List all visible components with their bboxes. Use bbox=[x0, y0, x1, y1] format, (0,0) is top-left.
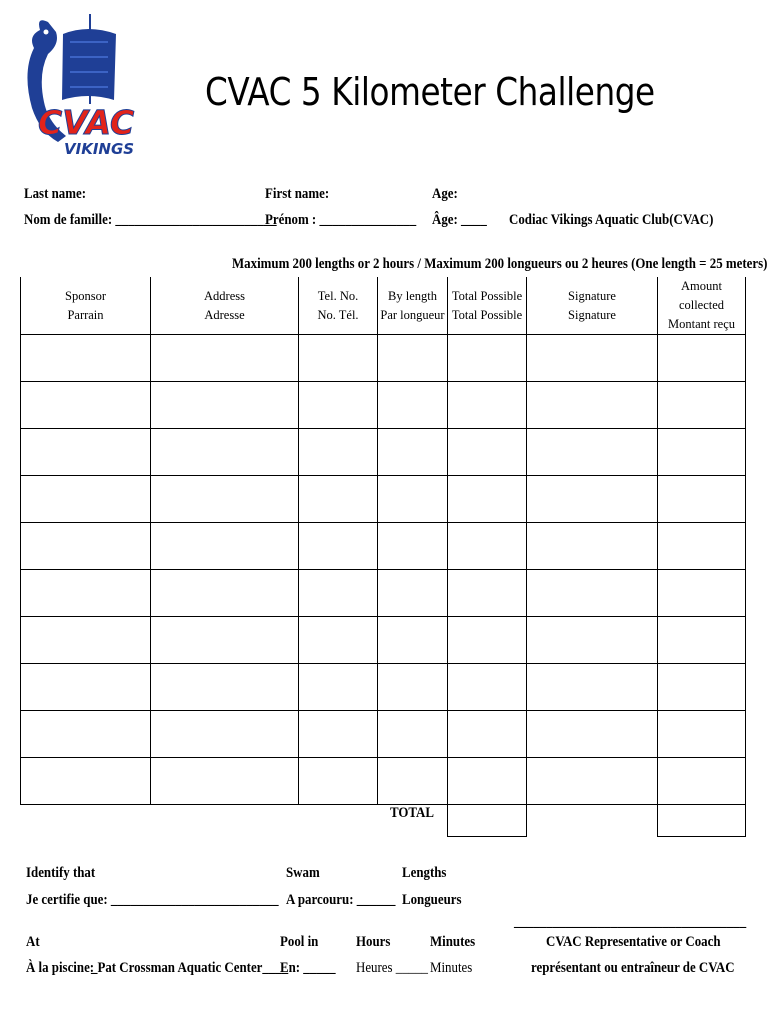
last-name-label: Last name: bbox=[24, 186, 86, 202]
tel-cell[interactable] bbox=[299, 429, 378, 476]
sponsor-cell[interactable] bbox=[21, 617, 151, 664]
page-title: CVAC 5 Kilometer Challenge bbox=[205, 70, 655, 114]
sponsor-cell[interactable] bbox=[21, 758, 151, 805]
sponsor-cell[interactable] bbox=[21, 335, 151, 382]
signature-cell[interactable] bbox=[527, 429, 658, 476]
header-amount-collected: Amount collected Montant reçu bbox=[658, 277, 746, 335]
logo-vikings-text: VIKINGS bbox=[64, 140, 135, 158]
table-row bbox=[21, 570, 746, 617]
sponsor-cell[interactable] bbox=[21, 429, 151, 476]
header-sponsor: Sponsor Parrain bbox=[21, 277, 151, 335]
address-cell[interactable] bbox=[151, 523, 299, 570]
tel-cell[interactable] bbox=[299, 664, 378, 711]
tel-cell[interactable] bbox=[299, 523, 378, 570]
representant-label: représentant ou entraîneur de CVAC bbox=[531, 960, 735, 976]
address-cell[interactable] bbox=[151, 711, 299, 758]
total-possible-cell[interactable] bbox=[448, 335, 527, 382]
tel-cell[interactable] bbox=[299, 758, 378, 805]
a-parcouru-field[interactable]: A parcouru: ______ bbox=[286, 892, 396, 908]
by-length-cell[interactable] bbox=[378, 617, 448, 664]
table-row bbox=[21, 382, 746, 429]
total-possible-cell[interactable] bbox=[448, 523, 527, 570]
logo-cvac-text: CVAC bbox=[38, 103, 135, 142]
address-cell[interactable] bbox=[151, 664, 299, 711]
total-possible-cell[interactable] bbox=[448, 476, 527, 523]
tel-cell[interactable] bbox=[299, 476, 378, 523]
total-possible-box[interactable] bbox=[447, 789, 527, 837]
address-cell[interactable] bbox=[151, 335, 299, 382]
tel-cell[interactable] bbox=[299, 570, 378, 617]
amount-collected-cell[interactable] bbox=[658, 617, 746, 664]
nom-de-famille-field[interactable]: Nom de famille: _________________________ bbox=[24, 212, 277, 228]
sponsor-cell[interactable] bbox=[21, 570, 151, 617]
by-length-cell[interactable] bbox=[378, 429, 448, 476]
age-field[interactable]: Âge: ____ bbox=[432, 212, 487, 228]
table-row bbox=[21, 335, 746, 382]
address-cell[interactable] bbox=[151, 570, 299, 617]
sponsor-cell[interactable] bbox=[21, 523, 151, 570]
address-cell[interactable] bbox=[151, 429, 299, 476]
address-cell[interactable] bbox=[151, 476, 299, 523]
address-cell[interactable] bbox=[151, 617, 299, 664]
header-tel-no: Tel. No. No. Tél. bbox=[299, 277, 378, 335]
first-name-label: First name: bbox=[265, 186, 330, 202]
amount-collected-cell[interactable] bbox=[658, 476, 746, 523]
total-possible-cell[interactable] bbox=[448, 711, 527, 758]
en-field[interactable]: En: _____ bbox=[280, 960, 336, 976]
table-row bbox=[21, 664, 746, 711]
table-row bbox=[21, 711, 746, 758]
cvac-representative-label: CVAC Representative or Coach bbox=[546, 934, 721, 950]
total-possible-cell[interactable] bbox=[448, 570, 527, 617]
table-row bbox=[21, 617, 746, 664]
amount-collected-cell[interactable] bbox=[658, 523, 746, 570]
amount-collected-cell[interactable] bbox=[658, 570, 746, 617]
identify-that-label: Identify that bbox=[26, 865, 96, 881]
signature-cell[interactable] bbox=[527, 617, 658, 664]
header-total-possible: Total Possible Total Possible bbox=[448, 277, 527, 335]
header-signature: Signature Signature bbox=[527, 277, 658, 335]
sponsor-cell[interactable] bbox=[21, 382, 151, 429]
tel-cell[interactable] bbox=[299, 335, 378, 382]
total-possible-cell[interactable] bbox=[448, 664, 527, 711]
signature-cell[interactable] bbox=[527, 570, 658, 617]
amount-collected-cell[interactable] bbox=[658, 382, 746, 429]
header-by-length: By length Par longueur bbox=[378, 277, 448, 335]
table-row bbox=[21, 429, 746, 476]
by-length-cell[interactable] bbox=[378, 476, 448, 523]
sponsor-cell[interactable] bbox=[21, 711, 151, 758]
by-length-cell[interactable] bbox=[378, 382, 448, 429]
amount-collected-total-box[interactable] bbox=[657, 789, 746, 837]
table-row bbox=[21, 523, 746, 570]
tel-cell[interactable] bbox=[299, 382, 378, 429]
table-row bbox=[21, 758, 746, 805]
prenom-field[interactable]: Prénom : _______________ bbox=[265, 212, 417, 228]
tel-cell[interactable] bbox=[299, 711, 378, 758]
by-length-cell[interactable] bbox=[378, 335, 448, 382]
lengths-label: Lengths bbox=[402, 865, 447, 881]
tel-cell[interactable] bbox=[299, 617, 378, 664]
sponsor-cell[interactable] bbox=[21, 664, 151, 711]
total-possible-cell[interactable] bbox=[448, 429, 527, 476]
swam-label: Swam bbox=[286, 865, 320, 881]
amount-collected-cell[interactable] bbox=[658, 429, 746, 476]
table-row bbox=[21, 476, 746, 523]
signature-cell[interactable] bbox=[527, 476, 658, 523]
by-length-cell[interactable] bbox=[378, 711, 448, 758]
amount-collected-cell[interactable] bbox=[658, 711, 746, 758]
club-name: Codiac Vikings Aquatic Club(CVAC) bbox=[509, 212, 714, 228]
total-label: TOTAL bbox=[390, 805, 434, 821]
total-possible-cell[interactable] bbox=[448, 617, 527, 664]
maximum-lengths-note: Maximum 200 lengths or 2 hours / Maximum 200 longueurs ou 2 heures (One length = 25 meters) bbox=[232, 256, 768, 272]
minutes-label: Minutes bbox=[430, 934, 476, 950]
pool-name-field[interactable]: _Pat Crossman Aquatic Center____ bbox=[91, 960, 289, 976]
hours-label: Hours bbox=[356, 934, 391, 950]
je-certifie-field[interactable]: Je certifie que: __________________________ bbox=[26, 892, 279, 908]
cvac-vikings-logo bbox=[18, 12, 136, 160]
sponsor-table bbox=[20, 277, 746, 805]
pool-in-label: Pool in bbox=[280, 934, 319, 950]
by-length-cell[interactable] bbox=[378, 523, 448, 570]
sponsor-cell[interactable] bbox=[21, 476, 151, 523]
longueurs-label: Longueurs bbox=[402, 892, 462, 908]
representative-signature-line[interactable]: ____________________________________ bbox=[514, 914, 747, 930]
signature-cell[interactable] bbox=[527, 335, 658, 382]
a-la-piscine-label: À la piscine: bbox=[26, 960, 95, 976]
table-header-row bbox=[21, 277, 746, 335]
minutes-fr-label: Minutes bbox=[430, 960, 473, 976]
signature-cell[interactable] bbox=[527, 523, 658, 570]
by-length-cell[interactable] bbox=[378, 758, 448, 805]
signature-cell[interactable] bbox=[527, 382, 658, 429]
signature-cell[interactable] bbox=[527, 758, 658, 805]
heures-field[interactable]: Heures _____ bbox=[356, 960, 429, 976]
total-possible-cell[interactable] bbox=[448, 382, 527, 429]
by-length-cell[interactable] bbox=[378, 570, 448, 617]
address-cell[interactable] bbox=[151, 758, 299, 805]
address-cell[interactable] bbox=[151, 382, 299, 429]
amount-collected-cell[interactable] bbox=[658, 664, 746, 711]
by-length-cell[interactable] bbox=[378, 664, 448, 711]
amount-collected-cell[interactable] bbox=[658, 335, 746, 382]
signature-cell[interactable] bbox=[527, 664, 658, 711]
at-label: At bbox=[26, 934, 40, 950]
age-label: Age: bbox=[432, 186, 458, 202]
signature-cell[interactable] bbox=[527, 711, 658, 758]
header-address: Address Adresse bbox=[151, 277, 299, 335]
